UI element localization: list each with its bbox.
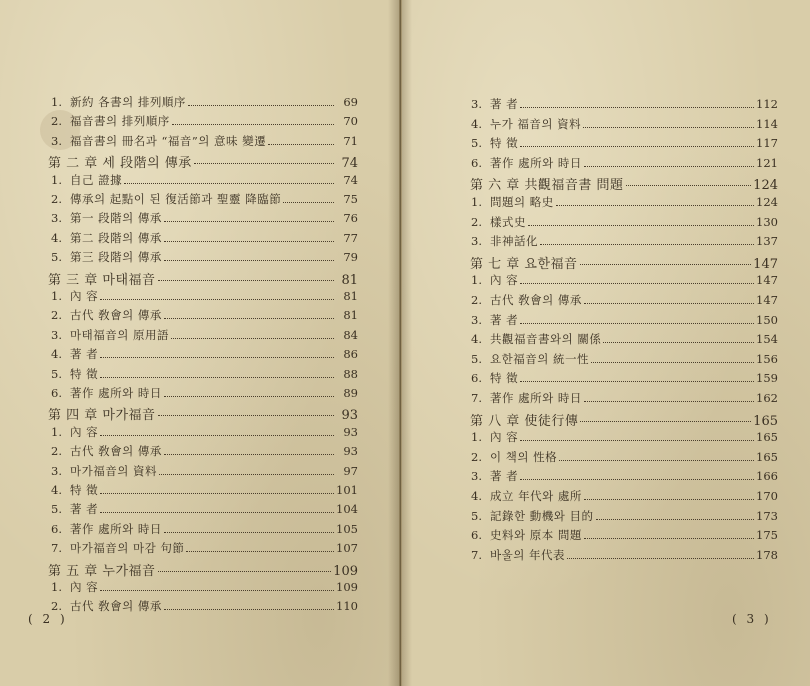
toc-entry-title: 第一 段階의 傳承 <box>70 211 162 226</box>
toc-entry-title: 누가 福音의 資料 <box>490 116 582 131</box>
toc-entry <box>452 233 778 251</box>
dot-leader <box>164 259 334 261</box>
toc-entry-title: 非神話化 <box>490 234 538 249</box>
toc-entry <box>32 598 358 616</box>
toc-entry <box>32 385 358 403</box>
toc-entry <box>32 346 358 364</box>
toc-entry-number: 3. <box>471 97 482 111</box>
toc-page-number: 93 <box>341 408 358 424</box>
toc-entry <box>452 135 778 153</box>
toc-page-number: 159 <box>756 371 778 386</box>
dot-leader <box>164 395 334 397</box>
toc-entry-title: 內 容 <box>70 424 99 439</box>
toc-entry <box>32 94 358 112</box>
dot-leader <box>591 361 754 363</box>
toc-entry <box>32 424 358 442</box>
toc-page-number: 93 <box>343 424 358 439</box>
toc-page-number: 109 <box>333 563 358 579</box>
toc-entry-title: 自己 證據 <box>70 172 123 187</box>
toc-page-number: 117 <box>756 136 778 151</box>
toc-chapter-title: 第 五 章 누가福音 <box>48 563 156 579</box>
dot-leader <box>540 243 754 245</box>
toc-chapter-heading <box>48 404 358 422</box>
dot-leader <box>596 518 754 520</box>
toc-entry-number: 3. <box>471 312 482 327</box>
toc-entry-number: 2. <box>51 444 62 459</box>
toc-entry-title: 著作 處所와 時日 <box>70 521 162 536</box>
toc-entry <box>32 230 358 248</box>
toc-entry-title: 이 책의 性格 <box>490 449 558 464</box>
dot-leader <box>186 550 334 552</box>
toc-page-number: 81 <box>341 272 358 288</box>
toc-entry-title: 著作 處所와 時日 <box>70 386 162 400</box>
right-page-number: ( 3 ) <box>732 612 772 626</box>
toc-entry <box>452 429 778 447</box>
toc-entry-title: 內 容 <box>70 580 99 594</box>
toc-entry-number: 2. <box>51 599 62 614</box>
toc-entry-title: 傳承의 起點이 된 復活節과 聖靈 降臨節 <box>70 192 282 206</box>
toc-entry-number: 1. <box>51 172 62 187</box>
toc-page-number: 147 <box>756 273 778 288</box>
toc-entry-number: 6. <box>471 371 482 386</box>
toc-entry-number: 6. <box>471 155 482 170</box>
toc-entry <box>32 327 358 345</box>
dot-leader <box>100 492 334 494</box>
toc-page-number: 88 <box>343 366 358 381</box>
toc-entry <box>452 351 778 369</box>
toc-page-number: 156 <box>756 351 778 366</box>
toc-entry-title: 바울의 年代表 <box>490 547 565 562</box>
dot-leader <box>158 414 334 416</box>
toc-entry-number: 5. <box>51 502 62 517</box>
toc-entry-number: 1. <box>471 430 482 445</box>
dot-leader <box>626 184 752 186</box>
left-page-number: ( 2 ) <box>28 612 68 626</box>
toc-page-number: 79 <box>343 250 358 265</box>
toc-entry <box>32 133 358 151</box>
toc-page-number: 121 <box>756 155 778 170</box>
toc-entry <box>32 540 358 558</box>
toc-page-number: 101 <box>336 483 358 497</box>
toc-entry-title: 成立 年代와 處所 <box>490 489 582 503</box>
toc-entry <box>32 366 358 384</box>
toc-entry-number: 4. <box>51 347 62 362</box>
toc-entry-number: 3. <box>471 234 482 249</box>
toc-chapter-heading <box>470 410 778 428</box>
toc-page-number: 170 <box>756 489 778 503</box>
toc-entry <box>32 113 358 131</box>
toc-page-number: 89 <box>343 386 358 400</box>
toc-page-number: 150 <box>756 312 778 327</box>
toc-page-number: 105 <box>336 521 358 536</box>
dot-leader <box>100 298 334 300</box>
toc-entry-title: 古代 敎會의 傳承 <box>70 444 162 459</box>
toc-entry-title: 特 徵 <box>490 371 519 386</box>
toc-entry-number: 2. <box>51 308 62 323</box>
toc-entry-number: 3. <box>471 469 482 484</box>
toc-page-number: 165 <box>753 413 778 429</box>
toc-page-number: 86 <box>343 347 358 362</box>
toc-chapter-title: 第 八 章 使徒行傳 <box>470 413 579 429</box>
toc-chapter-title: 第 二 章 세 段階의 傳承 <box>48 156 192 172</box>
toc-entry <box>452 468 778 486</box>
toc-page-number: 124 <box>756 195 778 209</box>
dot-leader <box>580 420 751 422</box>
toc-entry <box>452 390 778 408</box>
toc-page-number: 84 <box>343 327 358 342</box>
toc-entry-title: 마태福音의 原用語 <box>70 327 169 342</box>
toc-chapter-heading <box>470 174 778 192</box>
book-gutter <box>388 0 412 686</box>
dot-leader <box>283 201 334 203</box>
toc-entry-title: 樣式史 <box>490 214 526 229</box>
toc-entry <box>32 501 358 519</box>
dot-leader <box>583 126 754 128</box>
dot-leader <box>520 322 754 324</box>
toc-entry <box>452 214 778 232</box>
toc-entry-title: 新約 各書의 排列順序 <box>70 95 186 109</box>
dot-leader <box>159 473 334 475</box>
toc-entry <box>32 210 358 228</box>
toc-entry <box>32 307 358 325</box>
toc-page-number: 74 <box>343 172 358 187</box>
toc-entry-title: 古代 敎會의 傳承 <box>70 599 162 614</box>
toc-entry-number: 7. <box>471 391 482 405</box>
toc-entry <box>32 249 358 267</box>
toc-entry <box>452 96 778 114</box>
toc-entry-number: 1. <box>51 424 62 439</box>
toc-entry-number: 4. <box>51 483 62 497</box>
toc-entry-title: 著作 處所와 時日 <box>490 391 582 405</box>
left-table-of-contents <box>0 0 399 686</box>
toc-page-number: 93 <box>343 444 358 459</box>
toc-entry <box>32 579 358 597</box>
dot-leader <box>268 143 334 145</box>
toc-page-number: 74 <box>341 156 358 172</box>
dot-leader <box>172 123 334 125</box>
toc-entry-number: 5. <box>51 250 62 265</box>
toc-chapter-title: 第 六 章 共觀福音書 問題 <box>470 178 624 194</box>
toc-entry-title: 問題의 略史 <box>490 195 554 209</box>
toc-page-number: 81 <box>343 308 358 323</box>
toc-entry-number: 5. <box>471 508 482 523</box>
toc-entry <box>452 488 778 506</box>
dot-leader <box>158 279 334 281</box>
toc-page-number: 107 <box>336 541 358 556</box>
toc-chapter-heading <box>470 253 778 271</box>
toc-page-number: 71 <box>343 133 358 148</box>
dot-leader <box>584 537 754 539</box>
toc-entry-title: 特 徵 <box>490 136 519 151</box>
toc-page-number: 175 <box>756 528 778 543</box>
toc-entry-title: 內 容 <box>490 430 519 445</box>
dot-leader <box>567 557 754 559</box>
toc-entry-title: 著 者 <box>70 502 99 517</box>
toc-entry-number: 1. <box>51 289 62 303</box>
toc-page-number: 76 <box>343 211 358 226</box>
dot-leader <box>584 302 754 304</box>
toc-page-number: 137 <box>756 234 778 249</box>
dot-leader <box>100 434 334 436</box>
dot-leader <box>158 570 332 572</box>
dot-leader <box>520 439 754 441</box>
toc-entry <box>452 527 778 545</box>
toc-page-number: 77 <box>343 230 358 245</box>
toc-entry-title: 共觀福音書와의 關係 <box>490 332 602 347</box>
dot-leader <box>164 608 334 610</box>
toc-entry-title: 第三 段階의 傳承 <box>70 250 162 265</box>
toc-page-number: 97 <box>343 463 358 478</box>
toc-entry-title: 內 容 <box>70 289 99 303</box>
right-table-of-contents <box>402 0 810 686</box>
dot-leader <box>559 459 754 461</box>
toc-entry <box>452 194 778 212</box>
toc-entry-title: 마가福音의 마감 句節 <box>70 541 185 556</box>
toc-chapter-heading <box>48 560 358 578</box>
toc-entry <box>452 370 778 388</box>
toc-entry <box>452 547 778 565</box>
dot-leader <box>188 104 334 106</box>
toc-entry-number: 3. <box>51 133 62 148</box>
left-page <box>0 0 400 686</box>
dot-leader <box>171 337 334 339</box>
toc-entry <box>452 508 778 526</box>
dot-leader <box>164 531 334 533</box>
toc-entry-title: 著作 處所와 時日 <box>490 155 582 170</box>
toc-entry-number: 2. <box>471 293 482 307</box>
toc-entry <box>32 521 358 539</box>
toc-entry-number: 2. <box>51 114 62 129</box>
toc-entry-number: 2. <box>471 214 482 229</box>
toc-entry-number: 6. <box>471 528 482 543</box>
toc-entry-number: 4. <box>471 489 482 503</box>
toc-chapter-title: 第 三 章 마태福音 <box>48 272 156 288</box>
dot-leader <box>100 356 334 358</box>
toc-entry-number: 5. <box>471 351 482 366</box>
toc-entry <box>452 116 778 134</box>
toc-entry-number: 3. <box>51 463 62 478</box>
toc-page-number: 110 <box>336 599 358 614</box>
toc-entry <box>452 331 778 349</box>
toc-entry-title: 福音書의 冊名과 “福音”의 意味 變遷 <box>70 133 267 148</box>
toc-entry <box>452 272 778 290</box>
right-page <box>401 0 810 686</box>
dot-leader <box>584 165 754 167</box>
toc-entry-number: 2. <box>51 192 62 206</box>
toc-entry <box>452 155 778 173</box>
toc-page-number: 173 <box>756 508 778 523</box>
toc-entry-number: 3. <box>51 211 62 226</box>
toc-entry <box>452 292 778 310</box>
toc-entry <box>32 191 358 209</box>
toc-entry-number: 1. <box>51 580 62 594</box>
toc-page-number: 178 <box>756 547 778 562</box>
toc-entry-title: 著 者 <box>490 97 519 111</box>
dot-leader <box>100 511 334 513</box>
toc-entry-number: 4. <box>471 332 482 347</box>
toc-chapter-title: 第 七 章 요한福音 <box>470 256 578 272</box>
toc-entry-title: 第二 段階의 傳承 <box>70 230 162 245</box>
toc-entry-title: 記錄한 動機와 目的 <box>490 508 594 523</box>
toc-entry <box>32 443 358 461</box>
toc-entry <box>452 449 778 467</box>
toc-entry <box>32 288 358 306</box>
dot-leader <box>520 282 754 284</box>
toc-entry-title: 著 者 <box>70 347 99 362</box>
toc-entry-number: 6. <box>51 386 62 400</box>
toc-page-number: 114 <box>756 116 778 131</box>
toc-page-number: 165 <box>756 449 778 464</box>
toc-page-number: 165 <box>756 430 778 445</box>
toc-chapter-title: 第 四 章 마가福音 <box>48 408 156 424</box>
toc-entry-number: 5. <box>51 366 62 381</box>
dot-leader <box>584 400 754 402</box>
toc-entry-title: 特 徵 <box>70 483 99 497</box>
toc-page-number: 162 <box>756 391 778 405</box>
toc-entry-title: 마가福音의 資料 <box>70 463 157 478</box>
toc-entry-title: 古代 敎會의 傳承 <box>490 293 582 307</box>
dot-leader <box>164 220 334 222</box>
toc-entry-title: 福音書의 排列順序 <box>70 114 170 129</box>
toc-entry-title: 古代 敎會의 傳承 <box>70 308 162 323</box>
toc-chapter-heading <box>48 269 358 287</box>
toc-entry-number: 7. <box>51 541 62 556</box>
toc-entry-number: 1. <box>51 95 62 109</box>
toc-entry-number: 1. <box>471 273 482 288</box>
toc-entry-number: 5. <box>471 136 482 151</box>
toc-entry-number: 3. <box>51 327 62 342</box>
toc-entry <box>32 482 358 500</box>
toc-entry-number: 4. <box>471 116 482 131</box>
toc-page-number: 81 <box>343 289 358 303</box>
toc-entry-title: 요한福音의 統一性 <box>490 351 589 366</box>
dot-leader <box>520 478 754 480</box>
toc-entry-number: 6. <box>51 521 62 536</box>
toc-page-number: 147 <box>756 293 778 307</box>
toc-page-number: 154 <box>756 332 778 347</box>
dot-leader <box>603 341 754 343</box>
toc-entry <box>32 172 358 190</box>
dot-leader <box>528 224 754 226</box>
toc-page-number: 166 <box>756 469 778 484</box>
toc-entry-title: 內 容 <box>490 273 519 288</box>
dot-leader <box>164 317 334 319</box>
toc-entry <box>32 463 358 481</box>
toc-entry-number: 1. <box>471 195 482 209</box>
toc-entry-title: 著 者 <box>490 469 519 484</box>
dot-leader <box>194 162 334 164</box>
toc-entry-number: 7. <box>471 547 482 562</box>
dot-leader <box>580 263 752 265</box>
toc-page-number: 109 <box>336 580 358 594</box>
dot-leader <box>164 453 334 455</box>
dot-leader <box>556 204 754 206</box>
toc-page-number: 70 <box>343 114 358 129</box>
toc-page-number: 75 <box>343 192 358 206</box>
toc-entry-title: 著 者 <box>490 312 519 327</box>
toc-entry-number: 4. <box>51 230 62 245</box>
toc-entry <box>452 312 778 330</box>
toc-entry-title: 史料와 原本 問題 <box>490 528 582 543</box>
dot-leader <box>584 498 754 500</box>
toc-page-number: 104 <box>336 502 358 517</box>
toc-page-number: 130 <box>756 214 778 229</box>
dot-leader <box>164 240 334 242</box>
dot-leader <box>520 106 754 108</box>
toc-page-number: 69 <box>343 95 358 109</box>
toc-entry-number: 2. <box>471 449 482 464</box>
toc-page-number: 112 <box>756 97 778 111</box>
toc-entry-title: 特 徵 <box>70 366 99 381</box>
dot-leader <box>100 589 334 591</box>
dot-leader <box>520 145 754 147</box>
dot-leader <box>124 182 334 184</box>
toc-chapter-heading <box>48 152 358 170</box>
dot-leader <box>100 376 334 378</box>
toc-page-number: 124 <box>753 178 778 194</box>
toc-page-number: 147 <box>753 256 778 272</box>
dot-leader <box>520 380 754 382</box>
